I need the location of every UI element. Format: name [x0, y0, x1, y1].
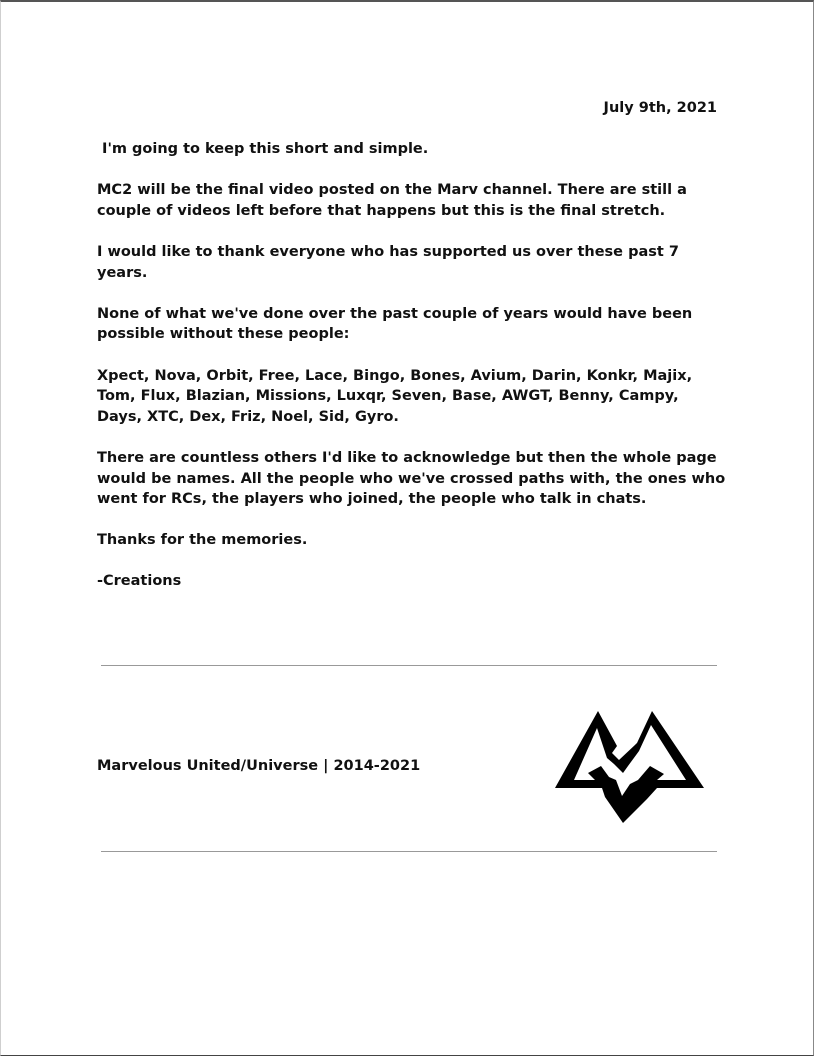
footer-divider-top	[101, 665, 717, 666]
paragraph-thanks: I would like to thank everyone who has supported us over these past 7 years.	[97, 243, 679, 281]
paragraph-names-list: Xpect, Nova, Orbit, Free, Lace, Bingo, Bones, Avium, Darin, Konkr, Majix, Tom, Flux, Blazian, Missions, Luxqr, Seven, Base, AWGT, Benny, Campy, Days, XTC, Dex, Friz, Noel, Sid, Gyro.	[97, 367, 693, 425]
marvelous-logo-icon	[554, 711, 705, 823]
footer-divider-bottom	[101, 851, 717, 852]
logo-shape	[555, 711, 704, 823]
paragraph-memories: Thanks for the memories.	[97, 532, 308, 549]
paragraph-others: There are countless others I'd like to acknowledge but then the whole page would be names. All the people who we've crossed paths with, the ones who went for RCs, the players who joined, the people who talk in chats.	[97, 449, 726, 508]
letter-date: July 9th, 2021	[603, 100, 717, 116]
footer-text: Marvelous United/Universe | 2014-2021	[97, 758, 421, 774]
paragraph-final-video: MC2 will be the final video posted on the Marv channel. There are still a couple of videos left before that happens but this is the final stretch.	[97, 182, 687, 219]
paragraph-intro: I'm going to keep this short and simple.	[97, 141, 429, 157]
signature: -Creations	[97, 573, 182, 590]
paragraph-people-intro: None of what we've done over the past couple of years would have been possible without these people:	[97, 305, 693, 343]
letter-body	[97, 139, 727, 613]
